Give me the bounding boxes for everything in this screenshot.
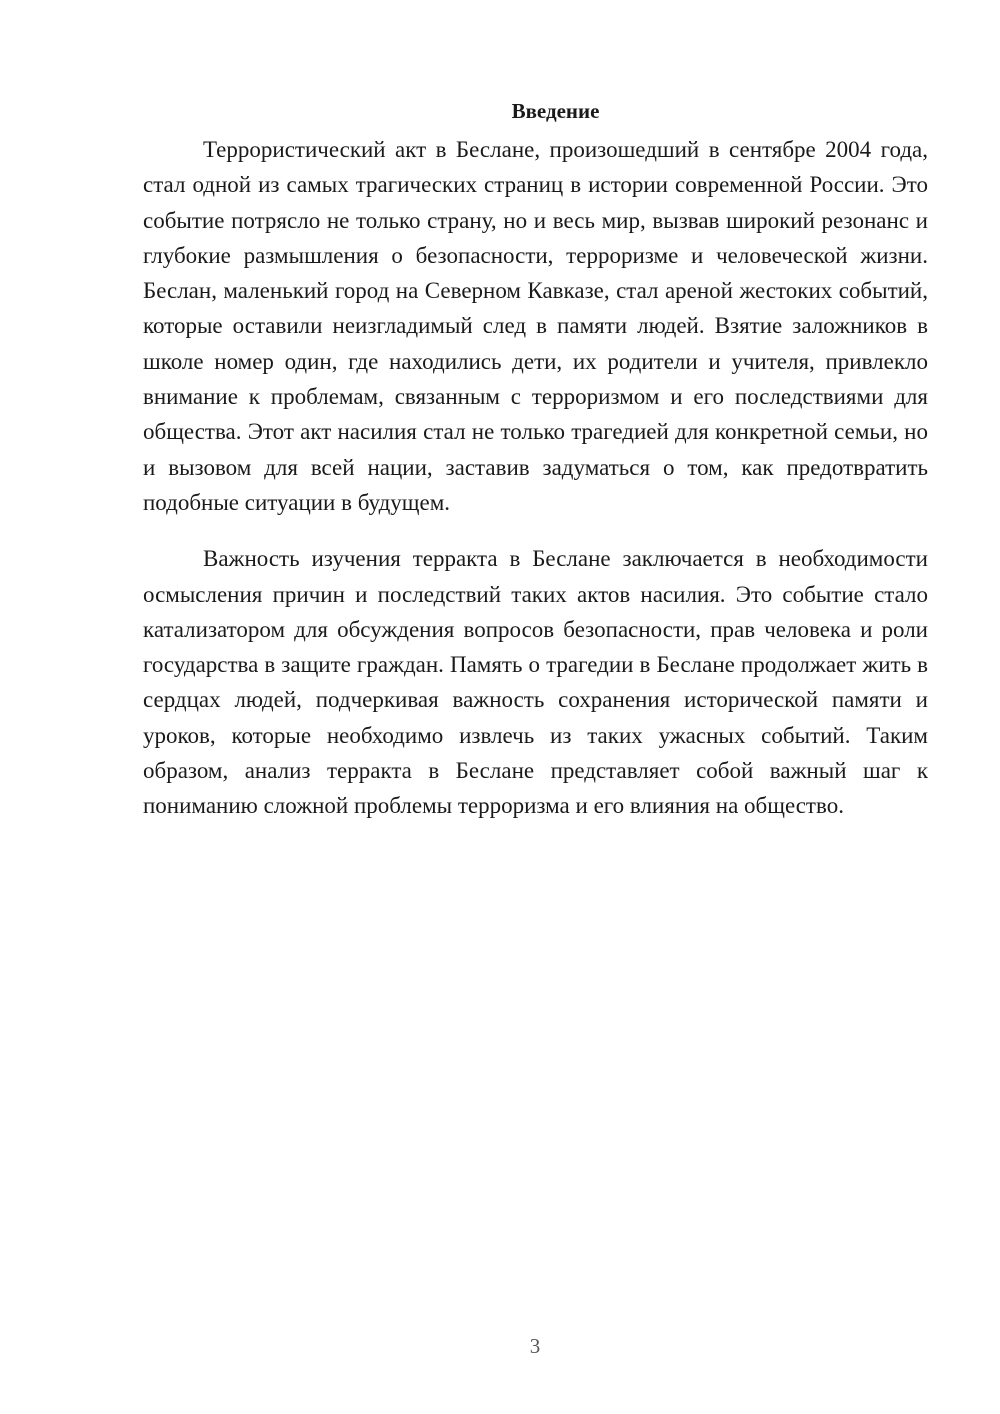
paragraph-1: Террористический акт в Беслане, произошедший в сентябре 2004 года, стал одной из самых трагических страниц в истории современной России. Это событие потрясло не только страну, но и весь мир, вызвав широкий резонанс и глубокие размышления о безопасности, терроризме и человеческой жизни. Беслан, маленький город на Северном Кавказе, стал ареной жестоких событий, которые оставили неизгладимый след в памяти людей. Взятие заложников в школе номер один, где находились дети, их родители и учителя, привлекло внимание к проблемам, связанным с терроризмом и его последствиями для общества. Этот акт насилия стал не только трагедией для конкретной семьи, но и вызовом для всей нации, заставив задуматься о том, как предотвратить подобные ситуации в будущем. [143, 137, 928, 515]
page-content [143, 96, 928, 824]
paragraph-2: Важность изучения терракта в Беслане заключается в необходимости осмысления причин и последствий таких актов насилия. Это событие стало катализатором для обсуждения вопросов безопасности, прав человека и роли государства в защите граждан. Память о трагедии в Беслане продолжает жить в сердцах людей, подчеркивая важность сохранения исторической памяти и уроков, которые необходимо извлечь из таких ужасных событий. Таким образом, анализ терракта в Беслане представляет собой важный шаг к пониманию сложной проблемы терроризма и его влияния на общество. [143, 546, 928, 819]
page-number: 3 [529, 1334, 541, 1358]
section-heading: Введение [511, 99, 600, 123]
